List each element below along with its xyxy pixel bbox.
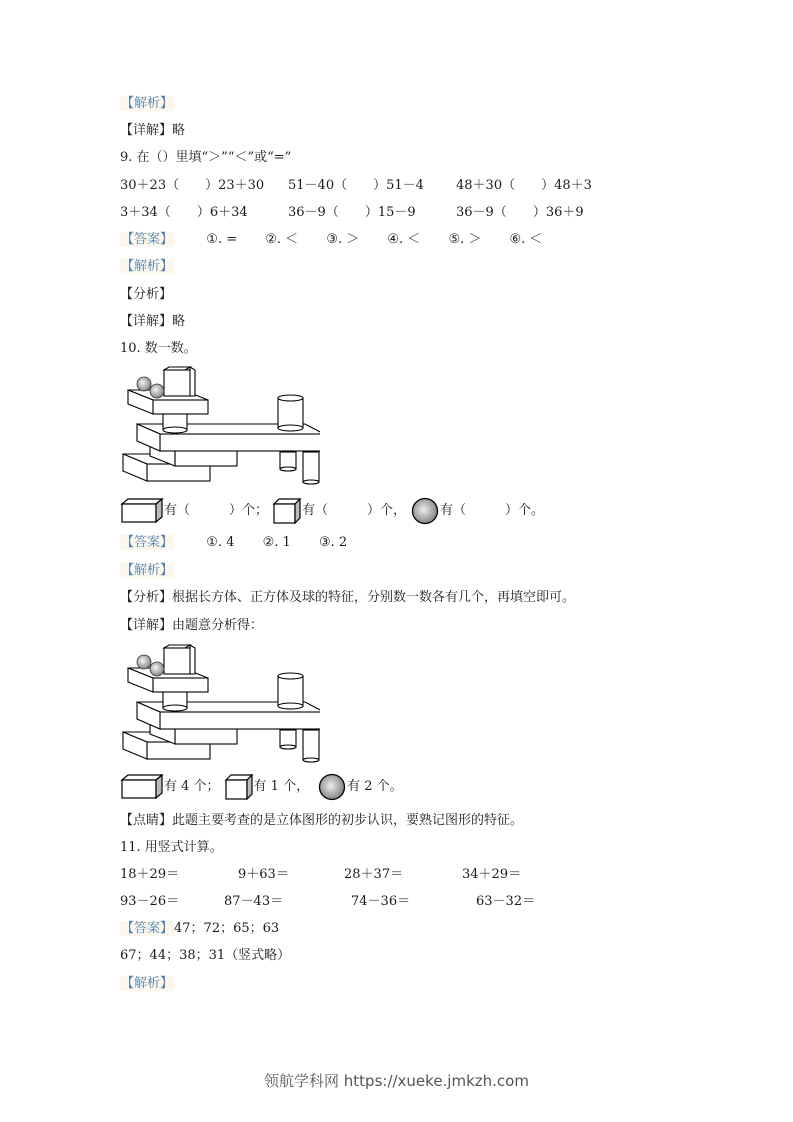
answer-label: 【答案】 — [121, 232, 174, 247]
q9-analysis-heading — [120, 258, 174, 276]
cube-icon — [224, 774, 254, 800]
cube-blank-text: 有（ ）个， — [302, 503, 407, 518]
q11-answer-line — [120, 920, 279, 938]
sphere-result-text: 有 2 个。 — [347, 779, 403, 794]
answer-item: ④. ＜ — [387, 232, 421, 247]
q10-result-row — [120, 773, 403, 801]
solids-figure — [120, 366, 320, 490]
detail-label: 【详解】 — [120, 123, 173, 138]
sphere-icon — [410, 497, 440, 525]
cube-result-text: 有 1 个， — [253, 779, 310, 794]
q10-detail-line — [120, 617, 263, 635]
q11-analysis-heading — [120, 975, 174, 993]
q10-comment-line — [120, 812, 523, 830]
analysis-label: 【解析】 — [121, 976, 174, 991]
q11-item-1: 18＋29＝ — [120, 867, 180, 882]
answer-item: ⑥. ＜ — [509, 232, 543, 247]
q10-title: 10. 数一数。 — [120, 341, 197, 356]
analysis-label: 【解析】 — [121, 259, 174, 274]
answer-label: 【答案】 — [121, 535, 174, 550]
answer-label: 【答案】 — [121, 921, 174, 936]
sphere-blank-text: 有（ ）个。 — [440, 503, 545, 518]
detail-text: 由题意分析得： — [172, 618, 264, 633]
q11-title: 11. 用竖式计算。 — [120, 840, 223, 855]
detail-text: 略 — [172, 123, 186, 138]
q9-item-5: 36－9（ ）15－9 — [288, 205, 416, 220]
analysis-label: 【解析】 — [121, 96, 174, 111]
answer-item: ②. 1 — [262, 535, 291, 550]
sphere-icon — [317, 773, 347, 801]
answer-item: ⑤. ＞ — [448, 232, 482, 247]
q9-fenxi-line — [120, 286, 172, 304]
q10-analysis-heading — [120, 562, 174, 580]
cuboid-icon — [120, 498, 164, 524]
q11-item-5: 93－26＝ — [120, 894, 180, 909]
detail-label: 【详解】 — [120, 314, 173, 329]
fenxi-text: 根据长方体、正方体及球的特征，分别数一数各有几个，再填空即可。 — [172, 590, 576, 605]
footer-watermark: 领航学科网 https://xueke.jmkzh.com — [264, 1072, 529, 1090]
q11-answer-line-2: 67；44；38；31（竖式略） — [120, 948, 291, 963]
q9-item-3: 48＋30（ ）48＋3 — [456, 178, 592, 193]
q11-item-3: 28＋37＝ — [344, 867, 404, 882]
stacked-solids-illustration — [120, 366, 320, 486]
answer-item: ③. ＞ — [326, 232, 360, 247]
answer-item: ③. 2 — [318, 535, 348, 550]
q9-item-1: 30＋23（ ）23＋30 — [120, 178, 265, 193]
detail-line — [120, 122, 185, 140]
cuboid-blank-text: 有（ ）个； — [164, 503, 269, 518]
q9-answer-line — [120, 231, 566, 249]
cuboid-result-text: 有 4 个； — [164, 779, 220, 794]
fenxi-label: 【分析】 — [120, 287, 173, 302]
q9-detail-line — [120, 313, 185, 331]
q11-item-2: 9＋63＝ — [238, 867, 289, 882]
q11-item-6: 87－43＝ — [224, 894, 284, 909]
detail-text: 略 — [172, 314, 186, 329]
detail-label: 【详解】 — [120, 618, 173, 633]
analysis-label: 【解析】 — [121, 563, 174, 578]
cuboid-icon — [120, 774, 164, 800]
q11-item-7: 74－36＝ — [351, 894, 411, 909]
q9-item-4: 3＋34（ ）6＋34 — [120, 205, 248, 220]
stacked-solids-illustration — [120, 644, 320, 764]
fenxi-label: 【分析】 — [120, 590, 173, 605]
q11-item-4: 34＋29＝ — [462, 867, 522, 882]
cube-icon — [272, 498, 302, 524]
answer-item: ①. = — [206, 232, 238, 247]
answer-item: ②. ＜ — [265, 232, 299, 247]
q9-item-6: 36－9（ ）36＋9 — [456, 205, 584, 220]
q11-item-8: 63－32＝ — [476, 894, 536, 909]
answer-text-1: 47；72；65；63 — [174, 921, 280, 936]
comment-label: 【点睛】 — [120, 813, 173, 828]
analysis-heading — [120, 95, 174, 113]
solids-figure-detail — [120, 644, 320, 768]
q10-fenxi-line — [120, 589, 575, 607]
q9-item-2: 51－40（ ）51－4 — [288, 178, 424, 193]
q10-answer-line — [120, 534, 371, 552]
q10-blank-row — [120, 497, 544, 525]
answer-item: ①. 4 — [206, 535, 235, 550]
q9-title: 9. 在（）里填“＞”“＜”或“=” — [120, 150, 292, 165]
comment-text: 此题主要考查的是立体图形的初步认识，要熟记图形的特征。 — [172, 813, 524, 828]
